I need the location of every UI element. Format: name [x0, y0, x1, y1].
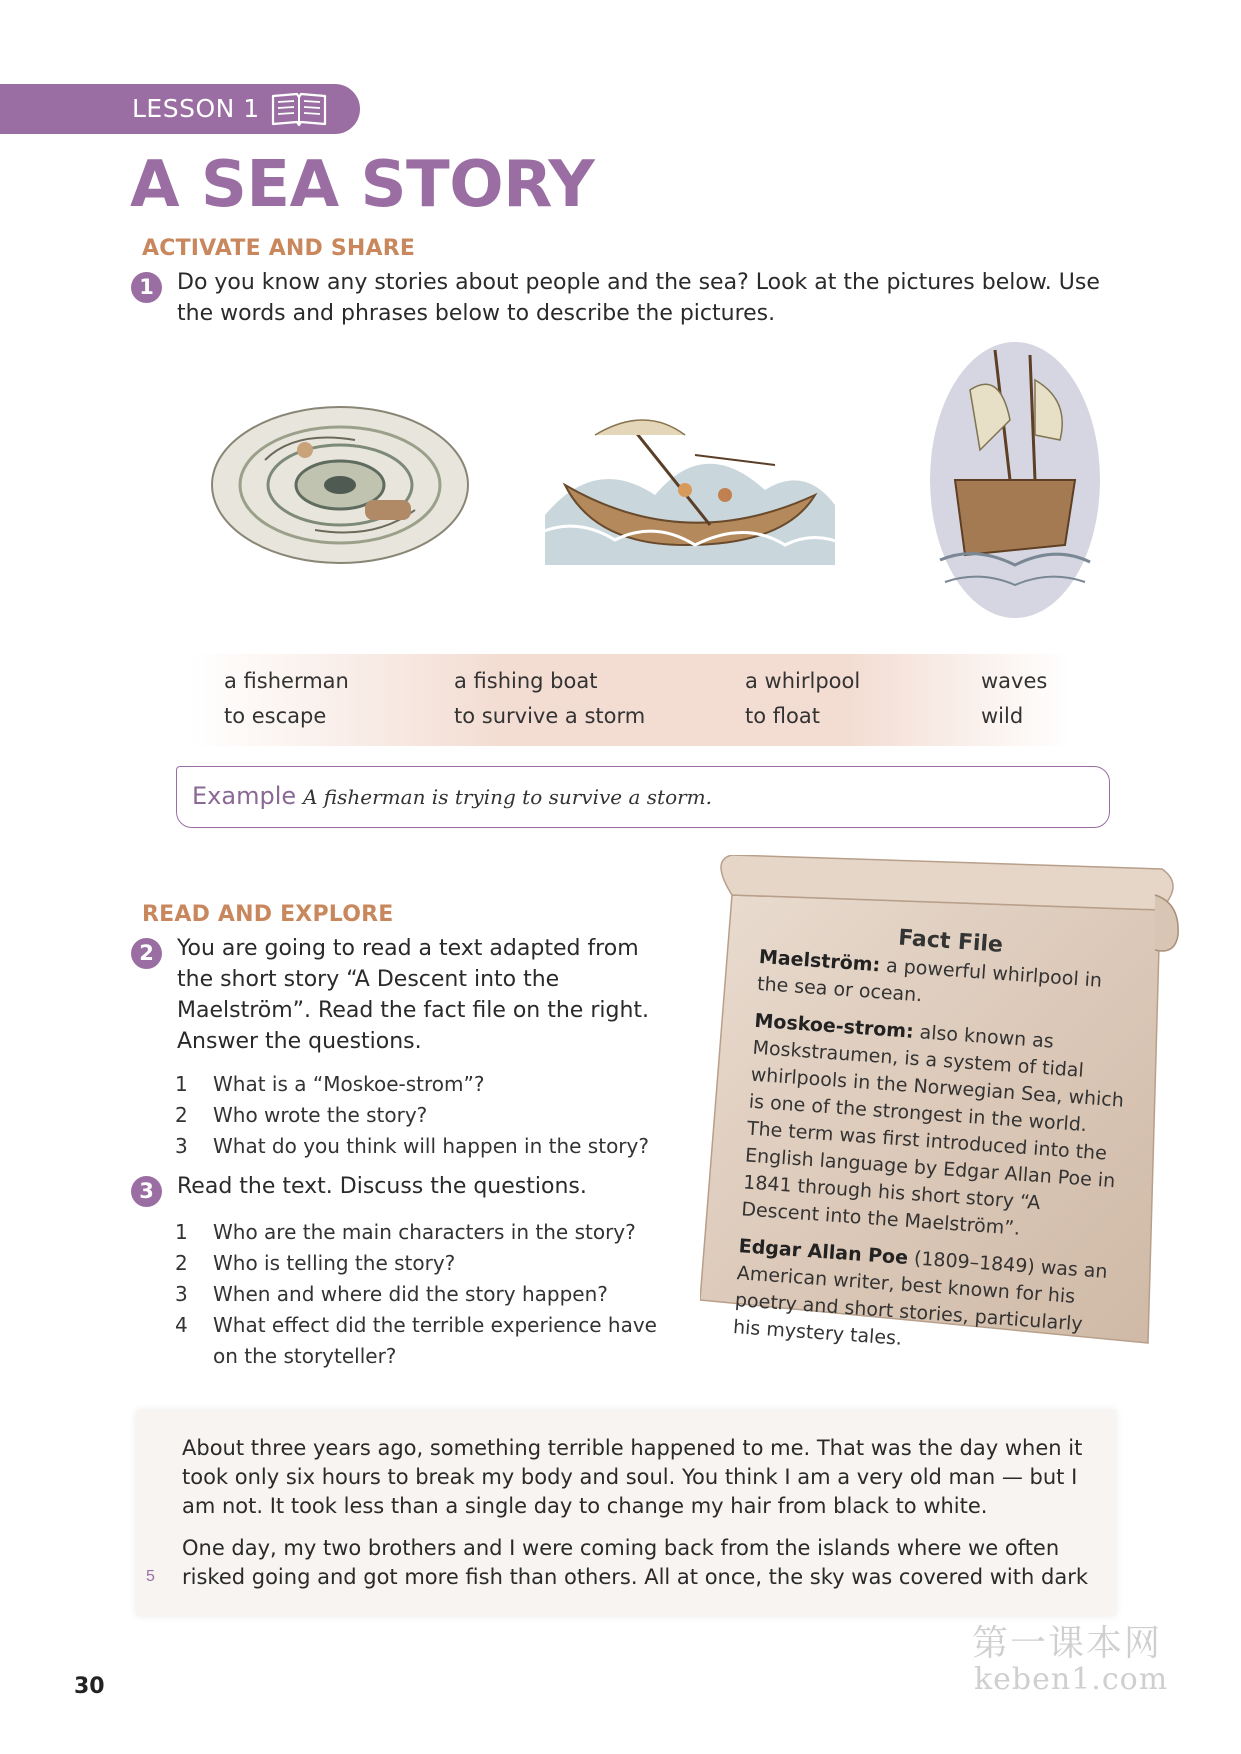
vocab-item: to survive a storm — [454, 704, 646, 728]
watermark-text: 第一课本网 — [972, 1623, 1163, 1664]
vocab-item: waves — [981, 669, 1048, 693]
vocab-item: a whirlpool — [745, 669, 861, 693]
vocab-item: to escape — [224, 704, 327, 728]
question-text: What is a “Moskoe-strom”? — [213, 1072, 485, 1096]
reading-text-box — [136, 1410, 1116, 1616]
question-text: When and where did the story happen? — [213, 1282, 608, 1306]
fact-file-title: Fact File — [897, 925, 1004, 958]
vocab-item: a fishing boat — [454, 669, 598, 693]
task-number-badge: 1 — [131, 272, 162, 303]
fact-file — [700, 855, 1180, 1355]
page-title: A SEA STORY — [130, 148, 595, 222]
question-item — [175, 1131, 675, 1162]
question-text: What effect did the terrible experience have on the storyteller? — [213, 1313, 657, 1368]
section-heading-read: READ AND EXPLORE — [142, 902, 394, 927]
task-number-badge: 3 — [131, 1176, 162, 1207]
question-item — [175, 1217, 675, 1248]
question-text: What do you think will happen in the story? — [213, 1134, 649, 1158]
whirlpool-illustration — [205, 390, 475, 580]
question-number: 2 — [175, 1251, 188, 1275]
task-instruction: Read the text. Discuss the questions. — [177, 1174, 587, 1199]
question-text: Who wrote the story? — [213, 1103, 428, 1127]
question-number: 3 — [175, 1282, 188, 1306]
question-item — [175, 1248, 675, 1279]
reading-paragraph: About three years ago, something terrible happened to me. That was the day when it took only six hours to break my body and soul. You think I am a very old man — but I am not. It took less than a single day to change my hair from black to white. — [182, 1436, 1083, 1518]
question-number: 2 — [175, 1103, 188, 1127]
question-item — [175, 1310, 675, 1372]
section-heading-activate: ACTIVATE AND SHARE — [142, 236, 416, 261]
fact-term: Edgar Allan Poe — [738, 1235, 909, 1269]
lesson-tab — [0, 84, 360, 134]
question-item — [175, 1279, 675, 1310]
fact-term: Maelström: — [758, 945, 881, 977]
fact-file-content — [732, 915, 1142, 1377]
question-number: 4 — [175, 1313, 188, 1337]
watermark-url: keben1.com — [974, 1662, 1169, 1697]
question-item — [175, 1069, 675, 1100]
task-instruction: Do you know any stories about people and the sea? Look at the pictures below. Use the words and phrases below to describe the pictures. — [177, 270, 1100, 326]
open-book-icon — [270, 91, 328, 127]
fishing-boat-storm-illustration — [535, 395, 845, 565]
question-list — [175, 1217, 675, 1372]
question-text: Who are the main characters in the story? — [213, 1220, 636, 1244]
fact-term: Moskoe-strom: — [753, 1009, 915, 1043]
line-number: 5 — [146, 1568, 155, 1585]
task-instruction: You are going to read a text adapted from the short story “A Descent into the Maelström”. Read the fact file on the right. Answer the questions. — [177, 936, 650, 1054]
question-text: Who is telling the story? — [213, 1251, 456, 1275]
question-number: 3 — [175, 1134, 188, 1158]
question-item — [175, 1100, 675, 1131]
lesson-label: LESSON 1 — [132, 94, 260, 123]
fact-entry — [732, 1233, 1119, 1367]
task-number-badge: 2 — [131, 938, 162, 969]
example-label: Example — [192, 782, 297, 810]
question-number: 1 — [175, 1220, 188, 1244]
vocab-item: wild — [981, 704, 1024, 728]
example-box — [176, 766, 1110, 828]
reading-paragraph: One day, my two brothers and I were coming back from the islands where we often risked going and got more fish than others. All at once, the sky was covered with dark — [182, 1536, 1088, 1589]
fact-definition: also known as Moskstraumen, is a system of tidal whirlpools in the Norwegian Sea, which is one of the strongest in the world. The term was first introduced into the English language by Edgar Allan Poe in 1841 through his short story “A Descent into the Maelström”. — [740, 1020, 1125, 1240]
sinking-ship-illustration — [925, 330, 1105, 620]
page-number: 30 — [74, 1674, 105, 1699]
vocab-item: a fisherman — [224, 669, 349, 693]
question-number: 1 — [175, 1072, 188, 1096]
vocab-item: to float — [745, 704, 820, 728]
fact-definition: a powerful whirlpool in the sea or ocean. — [756, 954, 1103, 1007]
fact-entry — [740, 1008, 1134, 1250]
fact-definition: (1809–1849) was an American writer, best known for his poetry and short stories, particularly his mystery tales. — [732, 1247, 1109, 1350]
example-text: A fisherman is trying to survive a storm. — [303, 785, 712, 809]
vocabulary-band — [190, 654, 1070, 746]
question-list — [175, 1069, 675, 1162]
